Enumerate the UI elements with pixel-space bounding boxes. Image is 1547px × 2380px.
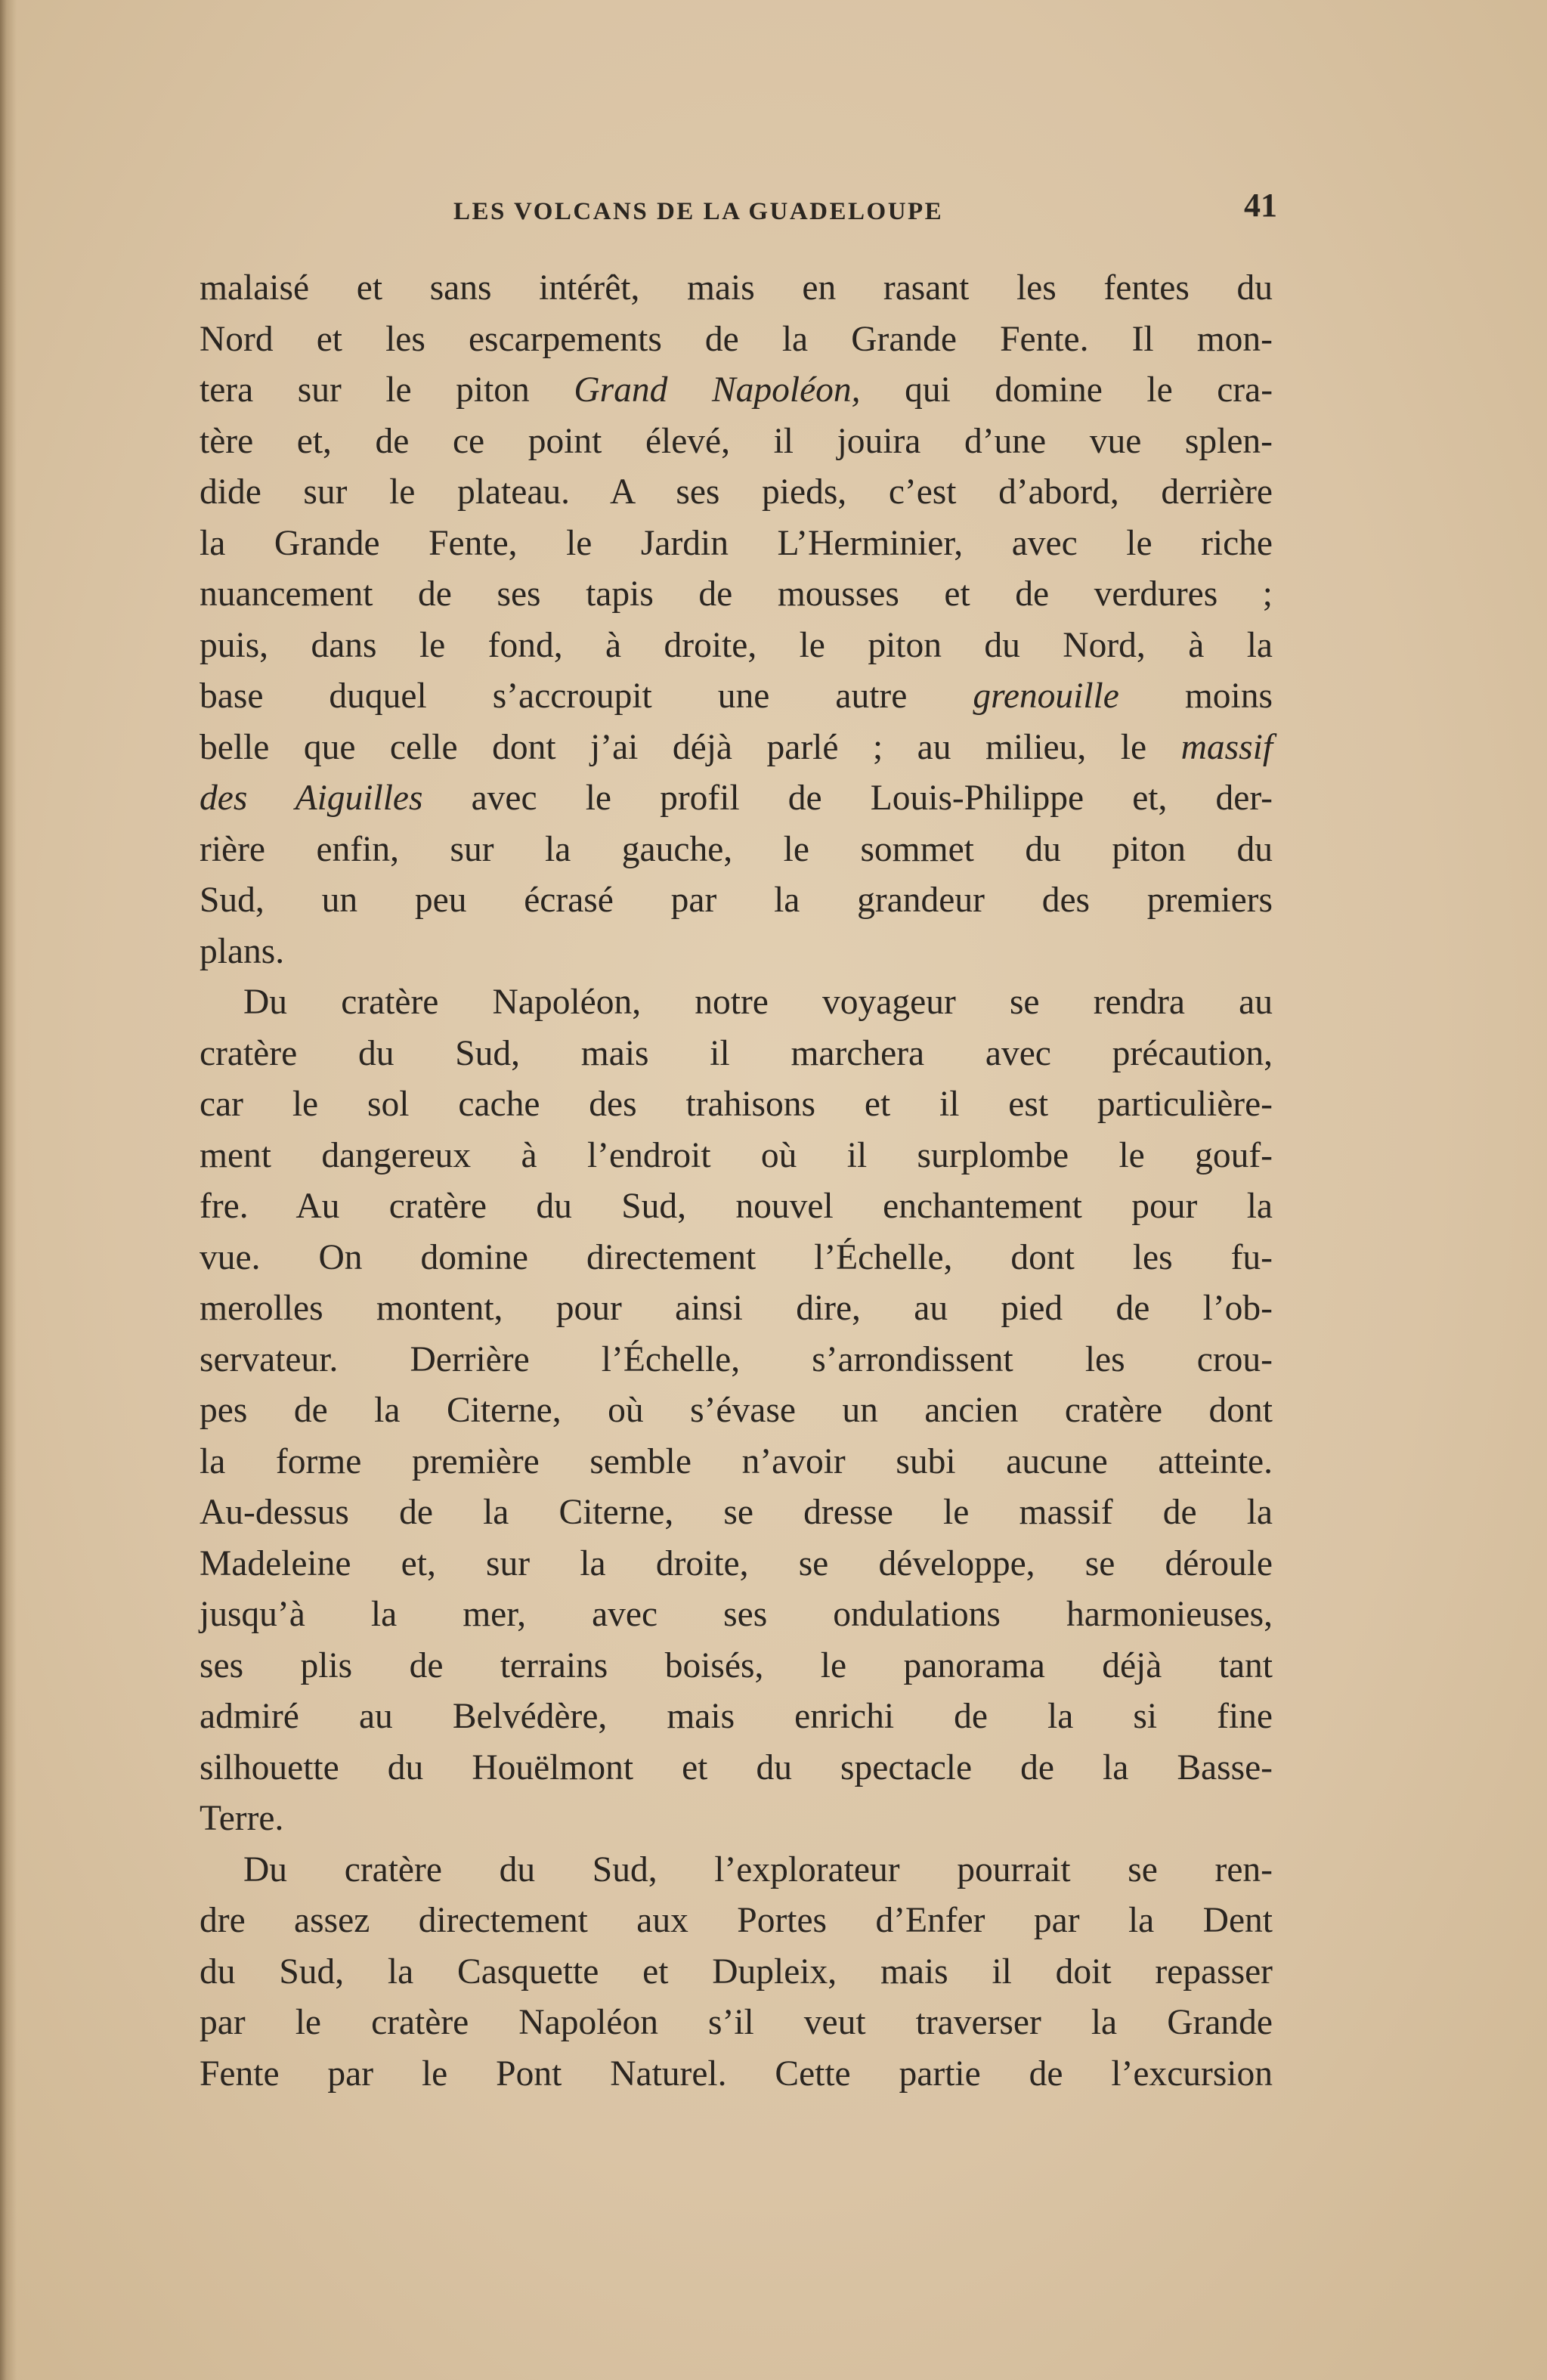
text-line: belle que celle dont j’ai déjà parlé ; au milieu, le massif [200,727,1273,767]
text-line: dre assez directement aux Portes d’Enfer par la Dent [200,1901,1273,1940]
text-line: la forme première semble n’avoir subi aucune atteinte. [200,1441,1273,1481]
italic-term: massif [1180,727,1273,767]
text-line: dide sur le plateau. A ses pieds, c’est d’abord, derrière [200,472,1273,512]
text-line: Nord et les escarpements de la Grande Fente. Il mon- [200,319,1273,359]
text-line: pes de la Citerne, où s’évase un ancien cratère dont [200,1391,1273,1430]
text-line: vue. On domine directement l’Échelle, dont les fu- [200,1237,1273,1277]
text-line: admiré au Belvédère, mais enrichi de la si fine [200,1697,1273,1736]
text-line: tera sur le piton Grand Napoléon, qui domine le cra- [200,370,1273,410]
text-line: tère et, de ce point élevé, il jouira d’une vue splen- [200,421,1273,461]
italic-term: grenouille [973,676,1119,716]
text-line: silhouette du Houëlmont et du spectacle de la Basse- [200,1747,1273,1787]
italic-term: Grand Napoléon, [574,370,861,410]
italic-term: des Aiguilles [200,778,423,818]
text-line: cratère du Sud, mais il marchera avec précaution, [200,1033,1273,1073]
text-line: Du cratère Napoléon, notre voyageur se rendra au [243,983,1273,1022]
text-line: fre. Au cratère du Sud, nouvel enchantement pour la [200,1187,1273,1226]
text-line: malaisé et sans intérêt, mais en rasant les fentes du [200,268,1273,308]
text-line: rière enfin, sur la gauche, le sommet du piton du [200,829,1273,869]
binding-shadow [0,0,17,2380]
text-line: Au-dessus de la Citerne, se dresse le massif de la [200,1493,1273,1532]
running-title: LES VOLCANS DE LA GUADELOUPE [453,198,944,225]
text-line: plans. [200,931,285,971]
text-line: du Sud, la Casquette et Dupleix, mais il doit repasser [200,1951,1273,1992]
text-line: car le sol cache des trahisons et il est particulière- [200,1085,1273,1124]
text-line: ment dangereux à l’endroit où il surplombe le gouf- [200,1135,1273,1175]
text-line: servateur. Derrière l’Échelle, s’arrondissent les crou- [200,1339,1273,1379]
text-line: par le cratère Napoléon s’il veut traverser la Grande [200,2003,1273,2042]
text-line: puis, dans le fond, à droite, le piton du Nord, à la [200,625,1273,665]
text-line: base duquel s’accroupit une autre grenouille moins [200,676,1273,716]
text-line: Sud, un peu écrasé par la grandeur des premiers [200,881,1273,920]
text-line: ses plis de terrains boisés, le panorama déjà tant [200,1645,1273,1685]
text-line: des Aiguilles avec le profil de Louis-Philippe et, der- [200,778,1273,818]
text-line: Du cratère du Sud, l’explorateur pourrait se ren- [243,1849,1273,1889]
text-line: Terre. [200,1799,284,1838]
text-line: jusqu’à la mer, avec ses ondulations harmonieuses, [200,1595,1273,1634]
body-text [200,263,1273,2100]
text-line: nuancement de ses tapis de mousses et de verdures ; [200,574,1273,614]
text-line: merolles montent, pour ainsi dire, au pied de l’ob- [200,1289,1273,1328]
text-line: la Grande Fente, le Jardin L’Herminier, avec le riche [200,523,1273,563]
page-number: 41 [1244,187,1277,224]
text-line: Fente par le Pont Naturel. Cette partie de l’excursion [200,2053,1273,2094]
text-line: Madeleine et, sur la droite, se développe, se déroule [200,1543,1273,1583]
